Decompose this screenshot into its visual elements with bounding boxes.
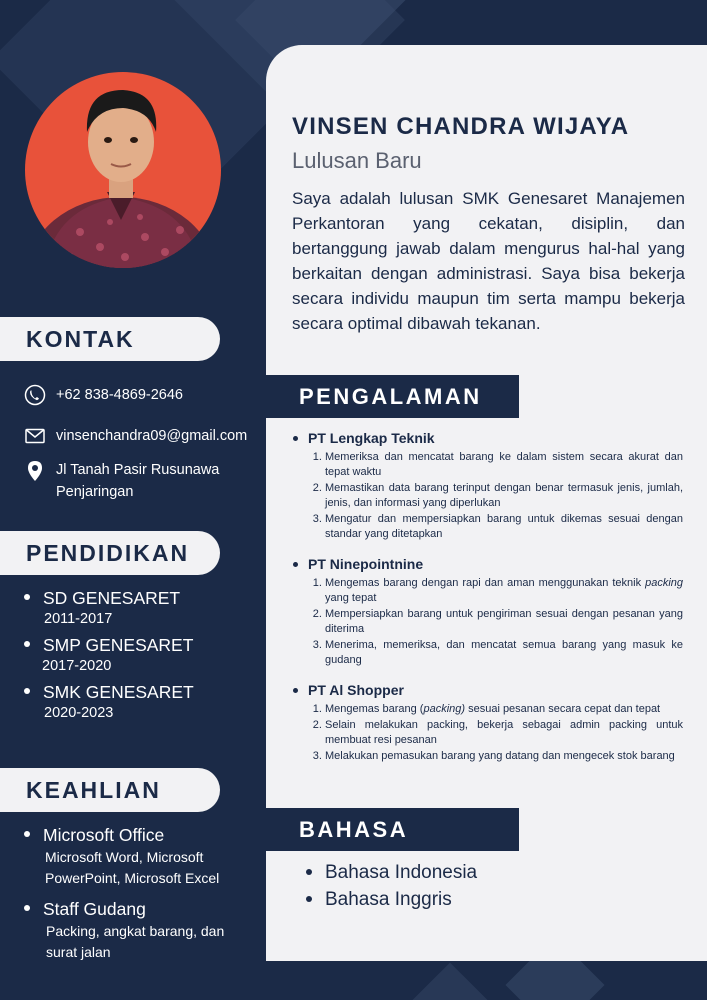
- bullet-icon: [293, 436, 298, 441]
- experience-heading: PENGALAMAN: [266, 375, 519, 418]
- mail-icon: [24, 425, 46, 447]
- bullet-icon: [306, 896, 312, 902]
- address-line-1: Jl Tanah Pasir Rusunawa: [56, 462, 220, 478]
- bullet-icon: [24, 594, 30, 600]
- education-item: [24, 635, 194, 674]
- skill-detail: Packing, angkat barang, dan: [46, 923, 225, 939]
- job-task-list: [293, 576, 683, 668]
- education-list: [24, 588, 194, 721]
- phone-number: +62 838-4869-2646: [56, 387, 183, 403]
- candidate-role: Lulusan Baru: [292, 148, 422, 173]
- contact-address: [24, 459, 219, 503]
- job-task: 3. Melakukan pemasukan barang yang datang dan mengecek stok barang: [325, 749, 683, 764]
- education-item: [24, 588, 194, 627]
- bullet-icon: [24, 641, 30, 647]
- contact-email[interactable]: [24, 425, 247, 447]
- skill-item: [24, 899, 224, 963]
- education-school: SMP GENESARET: [43, 635, 194, 655]
- education-school: SMK GENESARET: [43, 682, 194, 702]
- phone-icon: [24, 384, 46, 406]
- bullet-icon: [293, 688, 298, 693]
- education-item: [24, 682, 194, 721]
- education-heading: PENDIDIKAN: [0, 531, 220, 575]
- job-entry: [293, 682, 683, 765]
- education-years: 2011-2017: [44, 611, 113, 627]
- skill-name: Staff Gudang: [43, 899, 146, 919]
- job-task: 3. Mengatur dan mempersiapkan barang untuk dikemas sesuai dengan standar yang ditetapkan: [325, 512, 683, 542]
- job-entry: [293, 430, 683, 543]
- job-task-list: [293, 702, 683, 764]
- languages-heading: BAHASA: [266, 808, 519, 851]
- job-company: PT Ninepointnine: [308, 556, 424, 572]
- profile-photo: [25, 72, 221, 268]
- bullet-icon: [306, 869, 312, 875]
- job-task: 3. Menerima, memeriksa, dan mencatat semua barang yang masuk ke gudang: [325, 638, 683, 668]
- email-address: vinsenchandra09@gmail.com: [56, 428, 248, 444]
- contact-heading: KONTAK: [0, 317, 220, 361]
- location-pin-icon: [24, 459, 46, 481]
- contact-phone[interactable]: [24, 384, 183, 406]
- job-company: PT Al Shopper: [308, 682, 404, 698]
- job-task: 2. Memastikan data barang terinput dengan benar termasuk jenis, jumlah, jenis, dan informasi yang diperlukan: [325, 481, 683, 511]
- education-years: 2017-2020: [42, 658, 112, 674]
- bullet-icon: [24, 688, 30, 694]
- language-item: Bahasa Inggris: [306, 886, 477, 913]
- job-entry: [293, 556, 683, 669]
- address-line-2: Penjaringan: [56, 484, 134, 500]
- job-task: 1. Memeriksa dan mencatat barang ke dalam sistem secara akurat dan tepat waktu: [325, 450, 683, 480]
- skill-item: [24, 825, 224, 889]
- bullet-icon: [293, 562, 298, 567]
- job-task-list: [293, 450, 683, 542]
- bullet-icon: [24, 831, 30, 837]
- languages-list: [306, 859, 477, 913]
- job-task: 1. Mengemas barang (packing) sesuai pesanan secara cepat dan tepat: [325, 702, 683, 717]
- decorative-diamond: [408, 963, 493, 1000]
- education-school: SD GENESARET: [43, 588, 181, 608]
- language-item: Bahasa Indonesia: [306, 859, 477, 886]
- job-task: 1. Mengemas barang dengan rapi dan aman menggunakan teknik packing yang tepat: [325, 576, 683, 606]
- skills-list: [24, 825, 224, 963]
- skill-detail: Microsoft Word, Microsoft: [45, 849, 204, 865]
- job-task: 2. Mempersiapkan barang untuk pengiriman sesuai dengan pesanan yang diterima: [325, 607, 683, 637]
- skill-detail: surat jalan: [46, 944, 111, 960]
- person-portrait-icon: [25, 72, 221, 268]
- skill-name: Microsoft Office: [43, 825, 165, 845]
- education-years: 2020-2023: [44, 705, 114, 721]
- skill-detail: PowerPoint, Microsoft Excel: [45, 870, 220, 886]
- candidate-name: VINSEN CHANDRA WIJAYA: [292, 113, 630, 140]
- job-company: PT Lengkap Teknik: [308, 430, 435, 446]
- job-task: 2. Selain melakukan packing, bekerja sebagai admin packing untuk membuat resi pesanan: [325, 718, 683, 748]
- profile-summary: Saya adalah lulusan SMK Genesaret Manajemen Perkantoran yang cekatan, disiplin, dan bertanggung jawab dalam mengurus hal-hal yang berkaitan dengan administrasi. Saya bisa bekerja secara individu maupun tim serta mampu bekerja secara optimal dibawah tekanan.: [292, 189, 685, 333]
- skills-heading: KEAHLIAN: [0, 768, 220, 812]
- bullet-icon: [24, 905, 30, 911]
